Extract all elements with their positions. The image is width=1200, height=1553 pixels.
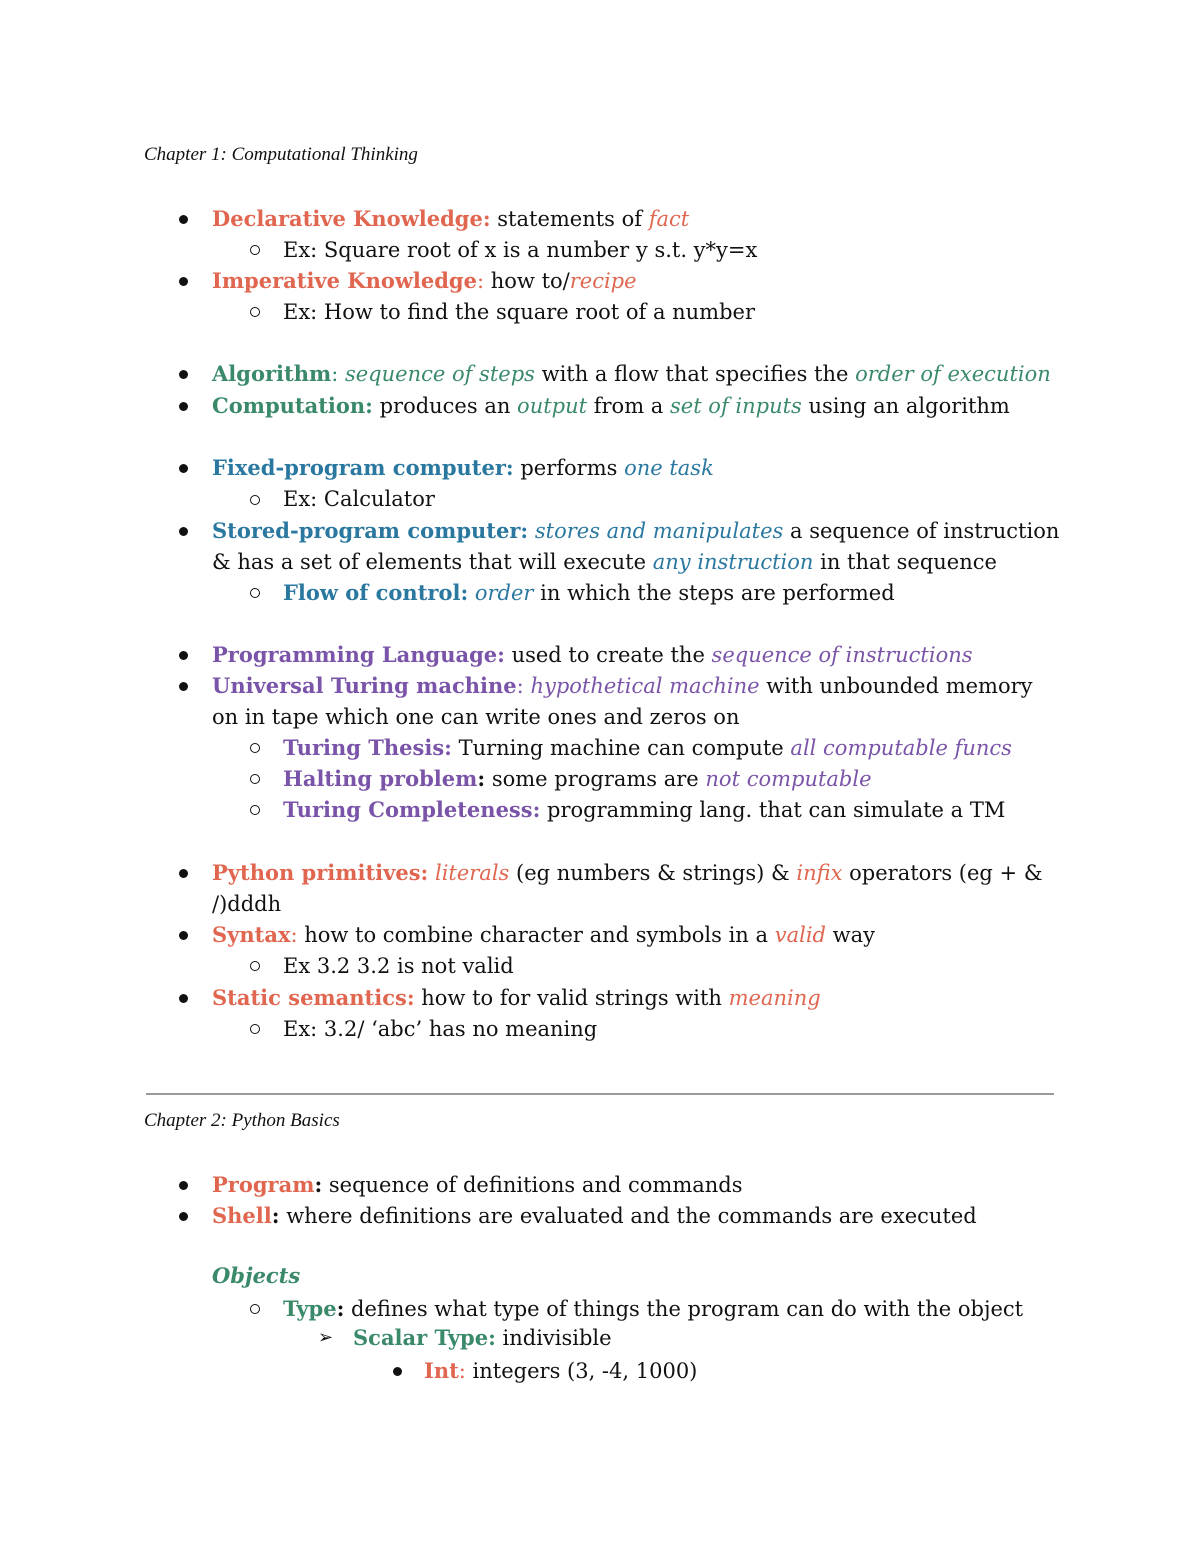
colon: : [477,766,486,791]
emphasis: infix [796,861,843,885]
definition-text: in that sequence [813,550,997,574]
definition-text: programming lang. that can simulate a TM [540,798,1006,822]
example-syntax: Ex 3.2 3.2 is not valid [283,954,514,978]
term-type: Type [283,1296,337,1321]
objects-subheading: Objects [212,1263,301,1288]
list-item-python-primitives-cont: /)dddh [212,892,282,916]
emphasis: any instruction [652,550,814,574]
example-declarative: Ex: Square root of x is a number y s.t. y*y=x [283,238,758,262]
bullet-dot [179,931,188,940]
definition-text: (eg numbers & strings) & [509,861,797,885]
definition-text: in which the steps are performed [533,581,895,605]
bullet-dot [179,464,188,473]
bullet-dot [179,651,188,660]
emphasis: order [468,581,534,605]
section-divider [146,1093,1054,1095]
bullet-circle [250,245,260,255]
bullet-circle [250,743,260,753]
bullet-circle [250,307,260,317]
definition-text: where definitions are evaluated and the commands are executed [279,1204,977,1228]
list-item-flow-of-control [283,578,895,608]
definition-text: with a flow that specifies the [534,362,856,386]
definition-text: statements of [490,207,649,231]
example-static-semantics: Ex: 3.2/ ‘abc’ has no meaning [283,1017,598,1041]
definition-text: sequence of definitions and commands [322,1173,743,1197]
list-item-python-primitives [212,858,1043,888]
bullet-circle [250,1304,260,1314]
emphasis: literals [428,861,510,885]
list-item-programming-language [212,640,973,670]
emphasis: not computable [705,767,872,791]
list-item-universal-turing-machine [212,671,1033,701]
bullet-dot [179,402,188,411]
bullet-dot [179,1181,188,1190]
term-syntax: Syntax [212,922,291,947]
bullet-circle [250,961,260,971]
bullet-dot [179,869,188,878]
list-item-shell [212,1201,977,1231]
emphasis: all computable funcs [790,736,1012,760]
definition-text: with unbounded memory [759,674,1033,698]
emphasis: recipe [569,269,637,293]
list-item-algorithm [212,359,1051,389]
list-item-static-semantics [212,983,821,1013]
list-item-stored-program [212,516,1059,546]
bullet-dot [179,215,188,224]
term-int: Int [424,1358,459,1383]
term-stored-program: Stored-program computer: [212,518,529,543]
bullet-circle [250,1024,260,1034]
bullet-dot [179,682,188,691]
list-item-scalar-type [353,1323,612,1353]
term-computation: Computation: [212,393,373,418]
list-item-imperative [212,266,637,296]
example-imperative: Ex: How to find the square root of a number [283,300,756,324]
bullet-dot [179,277,188,286]
list-item-declarative [212,204,689,234]
list-item-program [212,1170,743,1200]
emphasis: valid [774,923,826,947]
term-program: Program [212,1172,315,1197]
bullet-dot [393,1367,402,1376]
chapter-1-heading: Chapter 1: Computational Thinking [144,144,418,165]
term-turing-thesis: Turing Thesis: [283,735,452,760]
definition-text: using an algorithm [801,394,1010,418]
list-item-halting-problem [283,764,872,794]
colon: : [271,1203,280,1228]
definition-text: defines what type of things the program can do with the object [344,1297,1024,1321]
colon: : [290,923,305,947]
definition-text: performs [513,456,625,480]
definition-text: operators (eg + & [842,861,1043,885]
emphasis: hypothetical machine [530,674,760,698]
term-universal-turing-machine: Universal Turing machine [212,673,517,698]
definition-text: indivisible [495,1326,612,1350]
list-item-turing-completeness [283,795,1005,825]
bullet-circle [250,805,260,815]
term-declarative: Declarative Knowledge: [212,206,491,231]
chapter-2-heading: Chapter 2: Python Basics [144,1110,340,1131]
definition-text: used to create the [504,643,712,667]
example-fixed-program: Ex: Calculator [283,487,435,511]
term-flow-of-control: Flow of control: [283,580,469,605]
definition-text: how to combine character and symbols in a [304,923,775,947]
term-imperative: Imperative Knowledge [212,268,477,293]
colon: : [476,269,491,293]
list-item-type [283,1294,1023,1324]
list-item-computation [212,391,1010,421]
bullet-dot [179,994,188,1003]
colon: : [458,1359,466,1383]
list-item-syntax [212,920,875,950]
emphasis: output [517,394,588,418]
bullet-circle [250,495,260,505]
term-python-primitives: Python primitives: [212,860,429,885]
term-shell: Shell [212,1203,272,1228]
emphasis: sequence of steps [344,362,535,386]
definition-text: Turning machine can compute [451,736,791,760]
list-item-int [424,1356,697,1386]
bullet-dot [179,527,188,536]
definition-text: some programs are [485,767,706,791]
colon: : [314,1172,323,1197]
emphasis: stores and manipulates [528,519,784,543]
definition-text: a sequence of instruction [783,519,1060,543]
emphasis: meaning [728,986,821,1010]
emphasis: one task [624,456,714,480]
bullet-circle [250,774,260,784]
term-halting-problem: Halting problem [283,766,478,791]
definition-text: from a [587,394,670,418]
emphasis: sequence of instructions [711,643,973,667]
list-item-stored-program-cont [212,547,997,577]
definition-text: how to/ [490,269,570,293]
definition-text: integers (3, -4, 1000) [465,1359,698,1383]
arrow-bullet-icon: ➢ [318,1327,334,1348]
term-scalar-type: Scalar Type: [353,1325,496,1350]
term-static-semantics: Static semantics: [212,985,415,1010]
definition-text: how to for valid strings with [414,986,729,1010]
list-item-turing-thesis [283,733,1012,763]
bullet-dot [179,370,188,379]
list-item-fixed-program [212,453,714,483]
term-fixed-program: Fixed-program computer: [212,455,514,480]
emphasis: fact [648,207,690,231]
colon: : [516,674,531,698]
colon: : [336,1296,345,1321]
bullet-circle [250,588,260,598]
definition-text: produces an [372,394,518,418]
emphasis: set of inputs [669,394,802,418]
bullet-dot [179,1212,188,1221]
list-item-utm-cont: on in tape which one can write ones and zeros on [212,705,740,729]
definition-text: way [825,923,876,947]
term-programming-language: Programming Language: [212,642,505,667]
colon: : [331,362,345,386]
emphasis: order of execution [855,362,1051,386]
term-turing-completeness: Turing Completeness: [283,797,541,822]
term-algorithm: Algorithm [212,361,332,386]
definition-text: & has a set of elements that will execute [212,550,653,574]
